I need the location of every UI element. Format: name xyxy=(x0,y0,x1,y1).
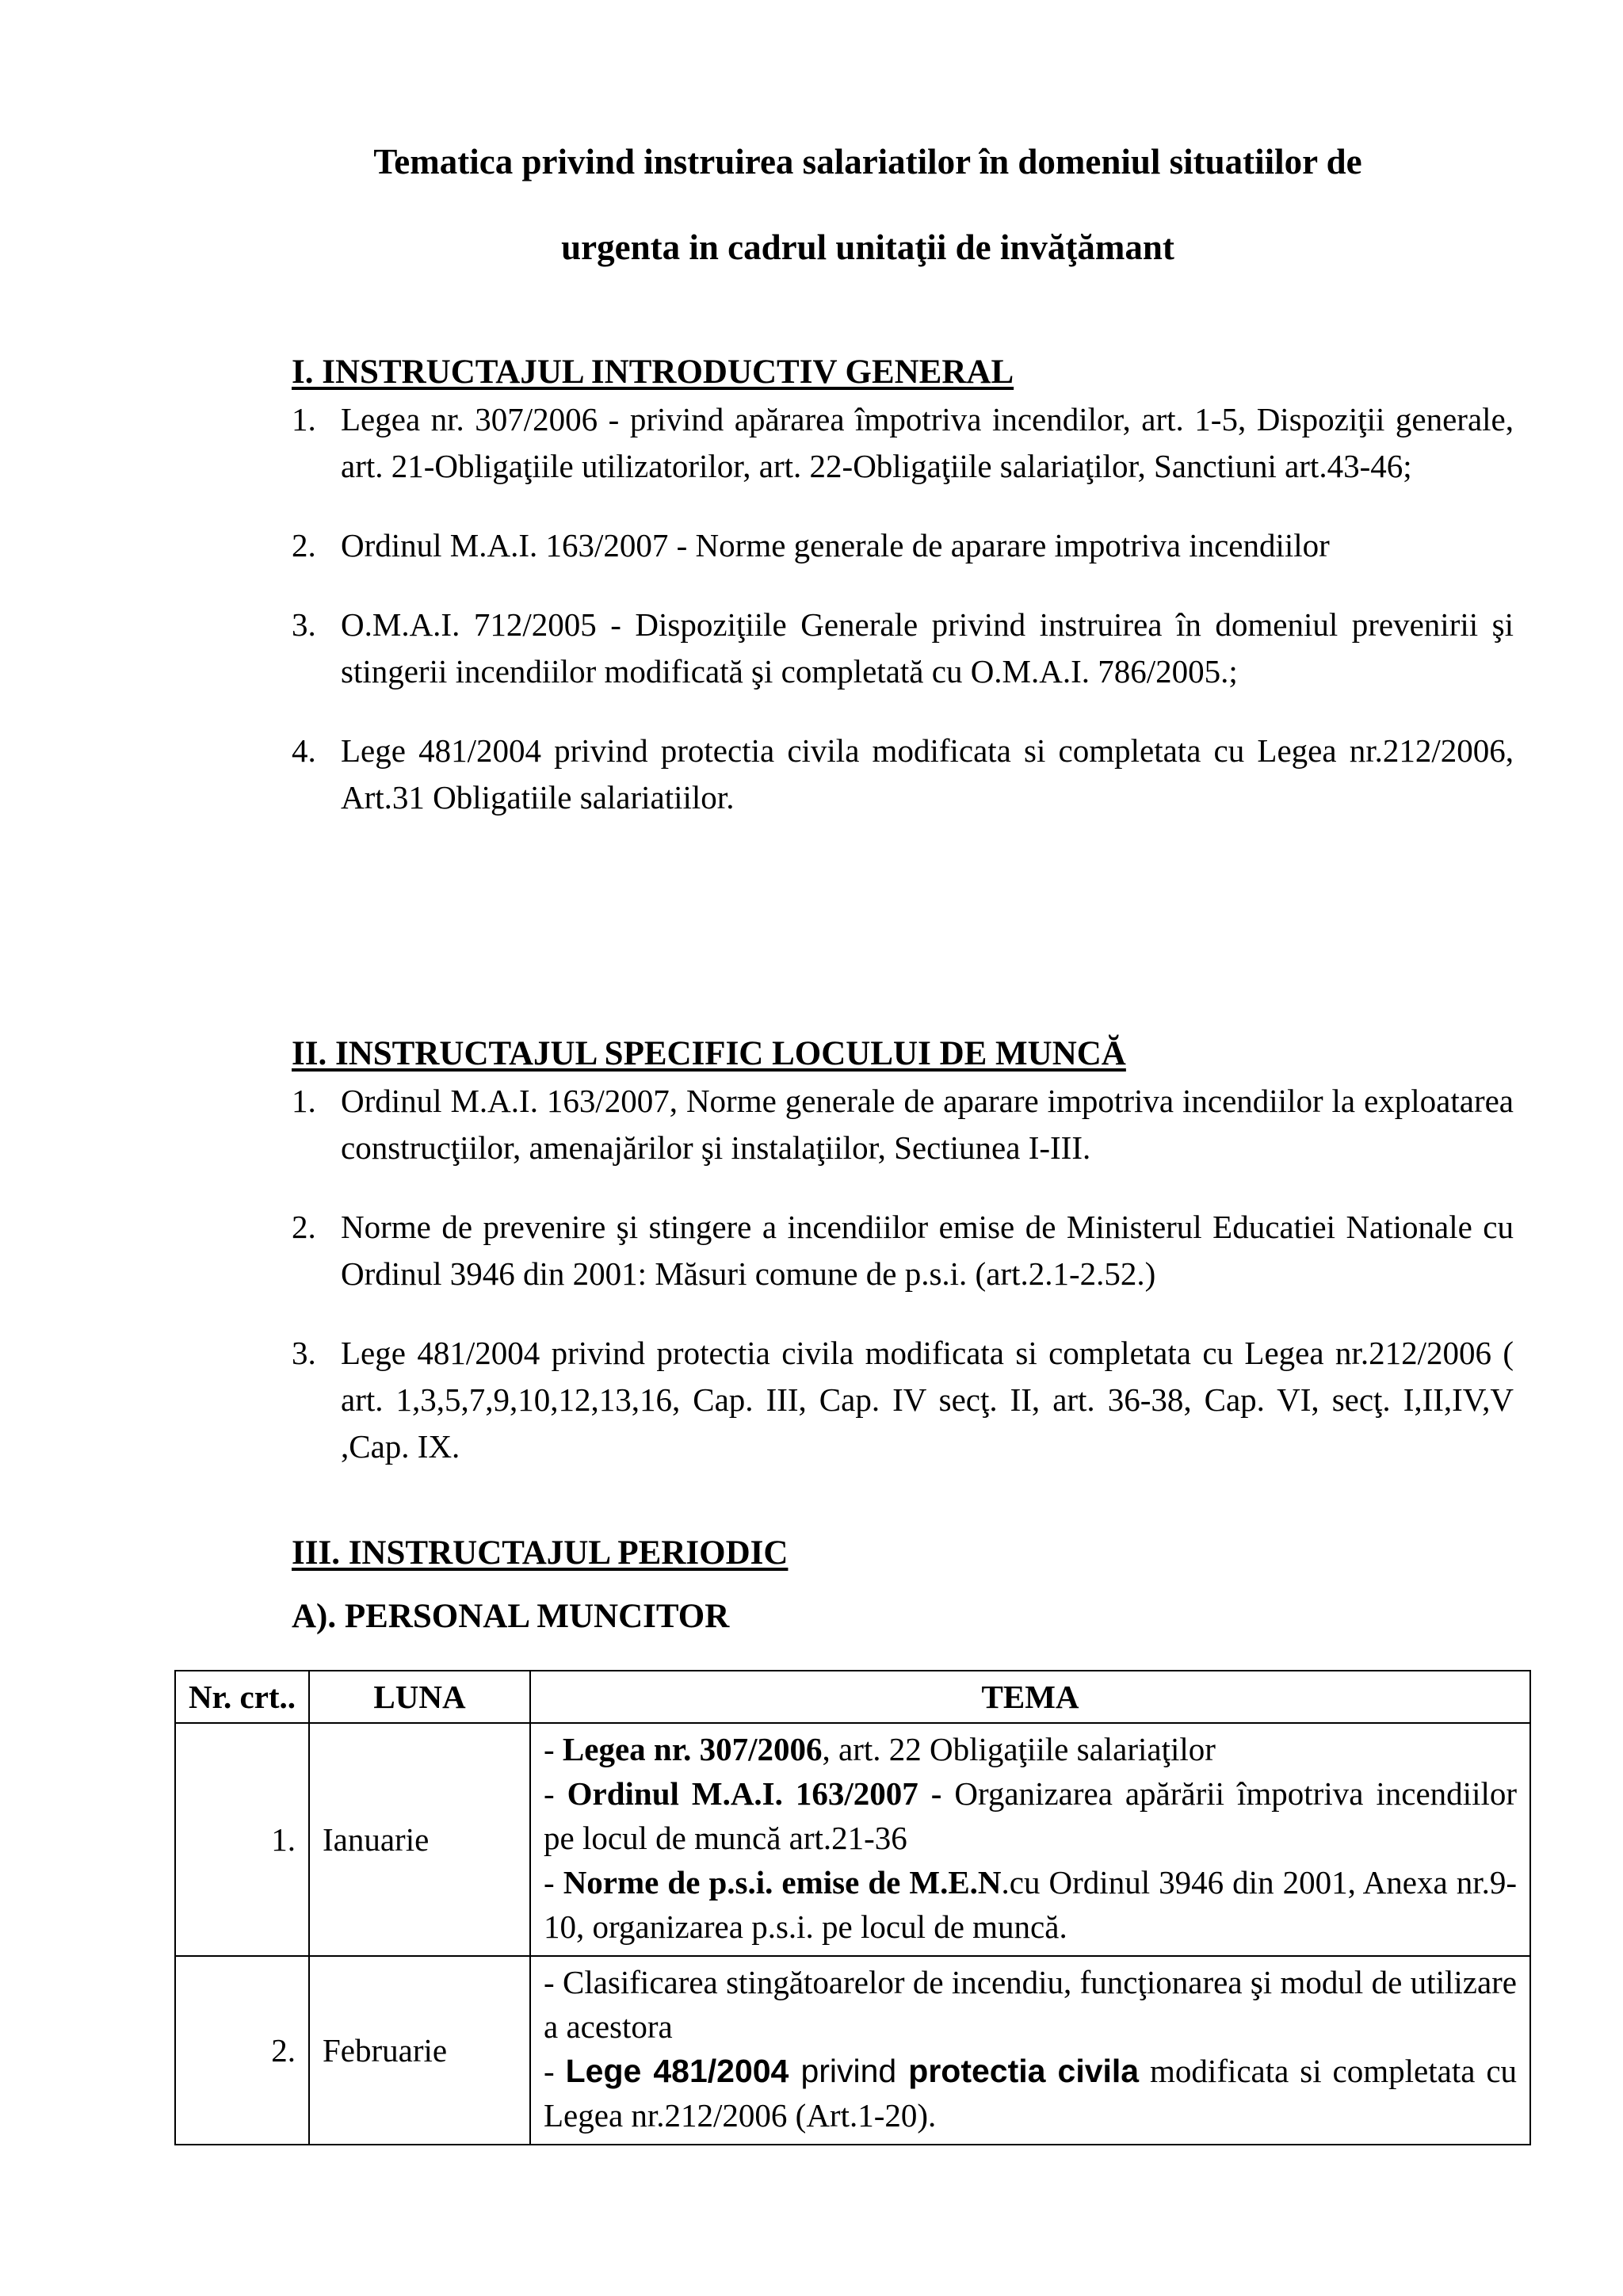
list-item: 1. Ordinul M.A.I. 163/2007, Norme generale de aparare impotriva incendiilor la exploatarea construcţiilor, amenajărilor şi instalaţiilor, Sectiunea I-III. xyxy=(292,1083,1514,1166)
column-header-nr: Nr. crt.. xyxy=(175,1671,309,1723)
section-list xyxy=(292,396,1514,821)
section-heading: III. INSTRUCTAJUL PERIODIC xyxy=(292,1534,789,1572)
list-item: 4. Lege 481/2004 privind protectia civila modificata si completata cu Legea nr.212/2006, Art.31 Obligatiile salariatiilor. xyxy=(292,732,1514,816)
section-workplace xyxy=(292,1030,1514,1470)
section-subheading: A). PERSONAL MUNCITOR xyxy=(292,1598,730,1635)
table-row xyxy=(175,1956,1530,2145)
cell-nr: 2. xyxy=(175,1956,309,2145)
document-title xyxy=(174,119,1561,290)
list-item: 3. Lege 481/2004 privind protectia civila modificata si completata cu Legea nr.212/2006 ( art. 1,3,5,7,9,10,12,13,16, Cap. III, Cap. IV secţ. II, art. 36-38, Cap. VI, secţ. I,II,IV,V ,Cap. IX. xyxy=(292,1335,1514,1465)
section-heading: I. INSTRUCTAJUL INTRODUCTIV GENERAL xyxy=(292,353,1014,391)
section-periodic xyxy=(292,1530,1514,1641)
section-introductory xyxy=(292,349,1514,821)
table-header-row xyxy=(175,1671,1530,1723)
column-header-luna: LUNA xyxy=(309,1671,530,1723)
cell-tema: - Clasificarea stingătoarelor de incendiu, funcţionarea şi modul de utilizare a acestora - Lege 481/2004 privind protectia civila modificata si completata cu Legea nr.212/2006 (Art.1-20). xyxy=(530,1956,1530,2145)
list-item: 2. Norme de prevenire şi stingere a incendiilor emise de Ministerul Educatiei Nationale cu Ordinul 3946 din 2001: Măsuri comune de p.s.i. (art.2.1-2.52.) xyxy=(292,1209,1514,1292)
cell-luna: Februarie xyxy=(309,1956,530,2145)
title-line-2: urgenta in cadrul unitaţii de invăţămant xyxy=(561,227,1174,267)
list-item: 1. Legea nr. 307/2006 - privind apărarea împotriva incendilor, art. 1-5, Dispoziţii generale, art. 21-Obligaţiile utilizatorilor, art. 22-Obligaţiile salariaţilor, Sanctiuni art.43-46; xyxy=(292,401,1514,484)
column-header-tema: TEMA xyxy=(530,1671,1530,1723)
cell-tema: - Legea nr. 307/2006, art. 22 Obligaţiile salariaţilor - Ordinul M.A.I. 163/2007 - Organizarea apărării împotriva incendiilor pe locul de muncă art.21-36 - Norme de p.s.i. emise de M.E.N.cu Ordinul 3946 din 2001, Anexa nr.9-10, organizarea p.s.i. pe locul de muncă. xyxy=(530,1723,1530,1956)
training-schedule-table xyxy=(174,1670,1531,2145)
list-item: 3. O.M.A.I. 712/2005 - Dispoziţiile Generale privind instruirea în domeniul prevenirii şi stingerii incendiilor modificată şi completată cu O.M.A.I. 786/2005.; xyxy=(292,606,1514,690)
cell-nr: 1. xyxy=(175,1723,309,1956)
section-list xyxy=(292,1078,1514,1470)
title-line-1: Tematica privind instruirea salariatilor în domeniul situatiilor de xyxy=(373,142,1362,181)
section-heading: II. INSTRUCTAJUL SPECIFIC LOCULUI DE MUNCĂ xyxy=(292,1035,1126,1072)
cell-luna: Ianuarie xyxy=(309,1723,530,1956)
list-item: 2. Ordinul M.A.I. 163/2007 - Norme generale de aparare impotriva incendiilor xyxy=(292,527,1330,563)
table-row xyxy=(175,1723,1530,1956)
